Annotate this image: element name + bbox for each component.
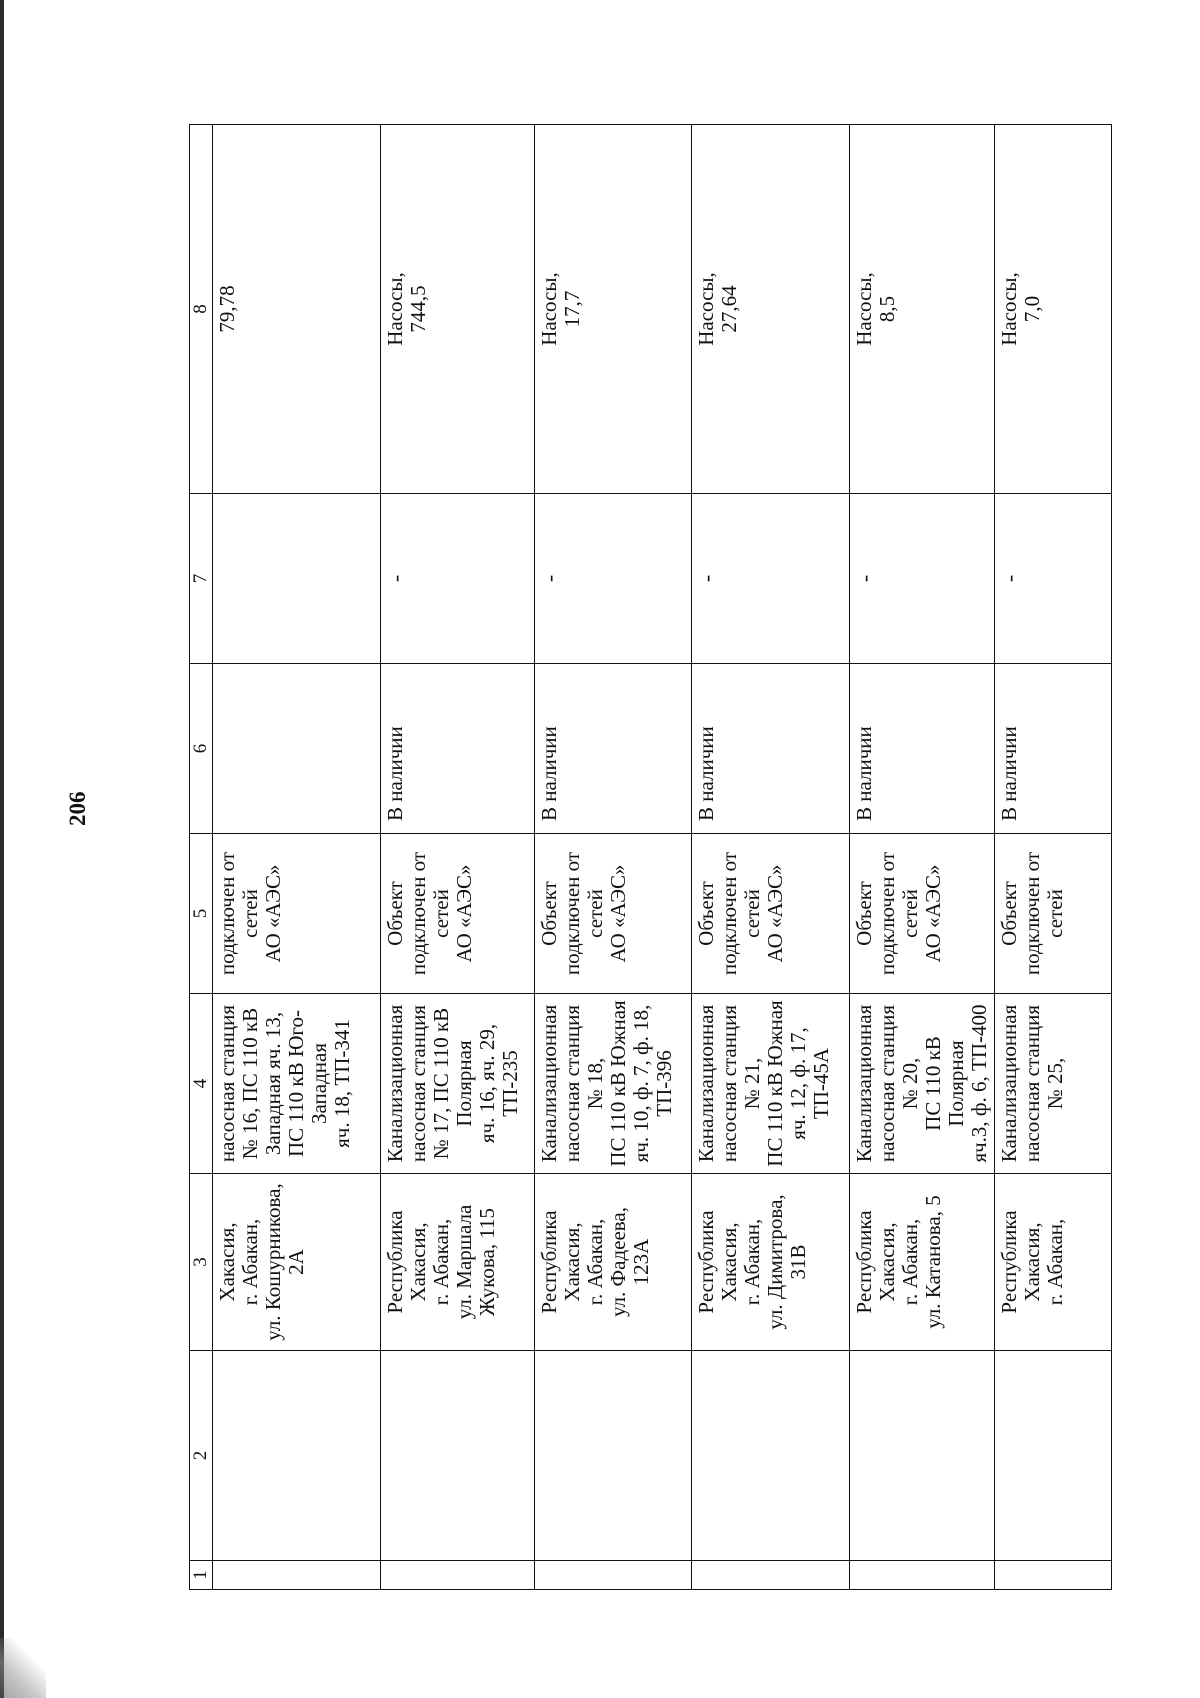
scan-page-edge	[0, 0, 4, 1698]
column-number: 1	[190, 1561, 213, 1590]
cell-address: Республика Хакасия, г. Абакан, ул. Фадеева, 123А	[535, 1174, 692, 1351]
cell-availability: В наличии	[850, 664, 995, 834]
cell-c2	[535, 1351, 692, 1561]
column-number: 2	[190, 1351, 213, 1561]
cell-availability: В наличии	[381, 664, 535, 834]
cell-power: Насосы, 27,64	[692, 125, 850, 494]
cell-c1	[213, 1561, 381, 1590]
page-number: 206	[65, 791, 90, 826]
table-row	[213, 125, 381, 1590]
cell-connection: Объект подключен от сетей АО «АЭС»	[535, 834, 692, 994]
infrastructure-table	[189, 124, 1112, 1590]
rotated-document-sheet	[5, 0, 1200, 1698]
cell-c1	[995, 1561, 1112, 1590]
cell-address: Республика Хакасия, г. Абакан,	[995, 1174, 1112, 1351]
cell-c2	[381, 1351, 535, 1561]
cell-power: Насосы, 744,5	[381, 125, 535, 494]
cell-object: Канализационная насосная станция № 25,	[995, 994, 1112, 1174]
cell-c1	[692, 1561, 850, 1590]
column-number-row	[190, 125, 213, 1590]
cell-c7: -	[692, 494, 850, 664]
cell-c7: -	[850, 494, 995, 664]
cell-object: Канализационная насосная станция № 18, ПС 110 кВ Южная яч. 10, ф. 7, ф. 18, ТП-396	[535, 994, 692, 1174]
cell-c2	[995, 1351, 1112, 1561]
table-row	[850, 125, 995, 1590]
cell-power: Насосы, 17,7	[535, 125, 692, 494]
column-number: 5	[190, 834, 213, 994]
cell-connection: Объект подключен от сетей АО «АЭС»	[850, 834, 995, 994]
cell-availability: В наличии	[535, 664, 692, 834]
cell-power: Насосы, 7,0	[995, 125, 1112, 494]
cell-connection: подключен от сетей АО «АЭС»	[213, 834, 381, 994]
cell-c7	[213, 494, 381, 664]
column-number: 6	[190, 664, 213, 834]
cell-power: Насосы, 8,5	[850, 125, 995, 494]
table-row	[535, 125, 692, 1590]
table-row	[995, 125, 1112, 1590]
cell-object: насосная станция № 16, ПС 110 кВ Западная яч. 13, ПС 110 кВ Юго- Западная яч. 18, ТП-341	[213, 994, 381, 1174]
cell-availability: В наличии	[995, 664, 1112, 834]
column-number: 7	[190, 494, 213, 664]
cell-address: Республика Хакасия, г. Абакан, ул. Маршала Жукова, 115	[381, 1174, 535, 1351]
cell-connection: Объект подключен от сетей	[995, 834, 1112, 994]
cell-c2	[850, 1351, 995, 1561]
cell-power: 79,78	[213, 125, 381, 494]
cell-address: Хакасия, г. Абакан, ул. Кошурникова, 2А	[213, 1174, 381, 1351]
cell-c7: -	[995, 494, 1112, 664]
cell-c1	[381, 1561, 535, 1590]
column-number: 3	[190, 1174, 213, 1351]
cell-c7: -	[381, 494, 535, 664]
table-row	[381, 125, 535, 1590]
cell-address: Республика Хакасия, г. Абакан, ул. Катанова, 5	[850, 1174, 995, 1351]
cell-object: Канализационная насосная станция № 17, ПС 110 кВ Полярная яч. 16, яч. 29, ТП-235	[381, 994, 535, 1174]
cell-availability	[213, 664, 381, 834]
column-number: 8	[190, 125, 213, 494]
cell-availability: В наличии	[692, 664, 850, 834]
cell-connection: Объект подключен от сетей АО «АЭС»	[381, 834, 535, 994]
cell-c1	[535, 1561, 692, 1590]
cell-c2	[692, 1351, 850, 1561]
table-row	[692, 125, 850, 1590]
cell-object: Канализационная насосная станция № 20, ПС 110 кВ Полярная яч.3, ф. 6, ТП-400	[850, 994, 995, 1174]
cell-connection: Объект подключен от сетей АО «АЭС»	[692, 834, 850, 994]
cell-c2	[213, 1351, 381, 1561]
cell-object: Канализационная насосная станция № 21, ПС 110 кВ Южная яч. 12, ф. 17, ТП-45А	[692, 994, 850, 1174]
column-number: 4	[190, 994, 213, 1174]
cell-c7: -	[535, 494, 692, 664]
cell-c1	[850, 1561, 995, 1590]
cell-address: Республика Хакасия, г. Абакан, ул. Димитрова, 31В	[692, 1174, 850, 1351]
